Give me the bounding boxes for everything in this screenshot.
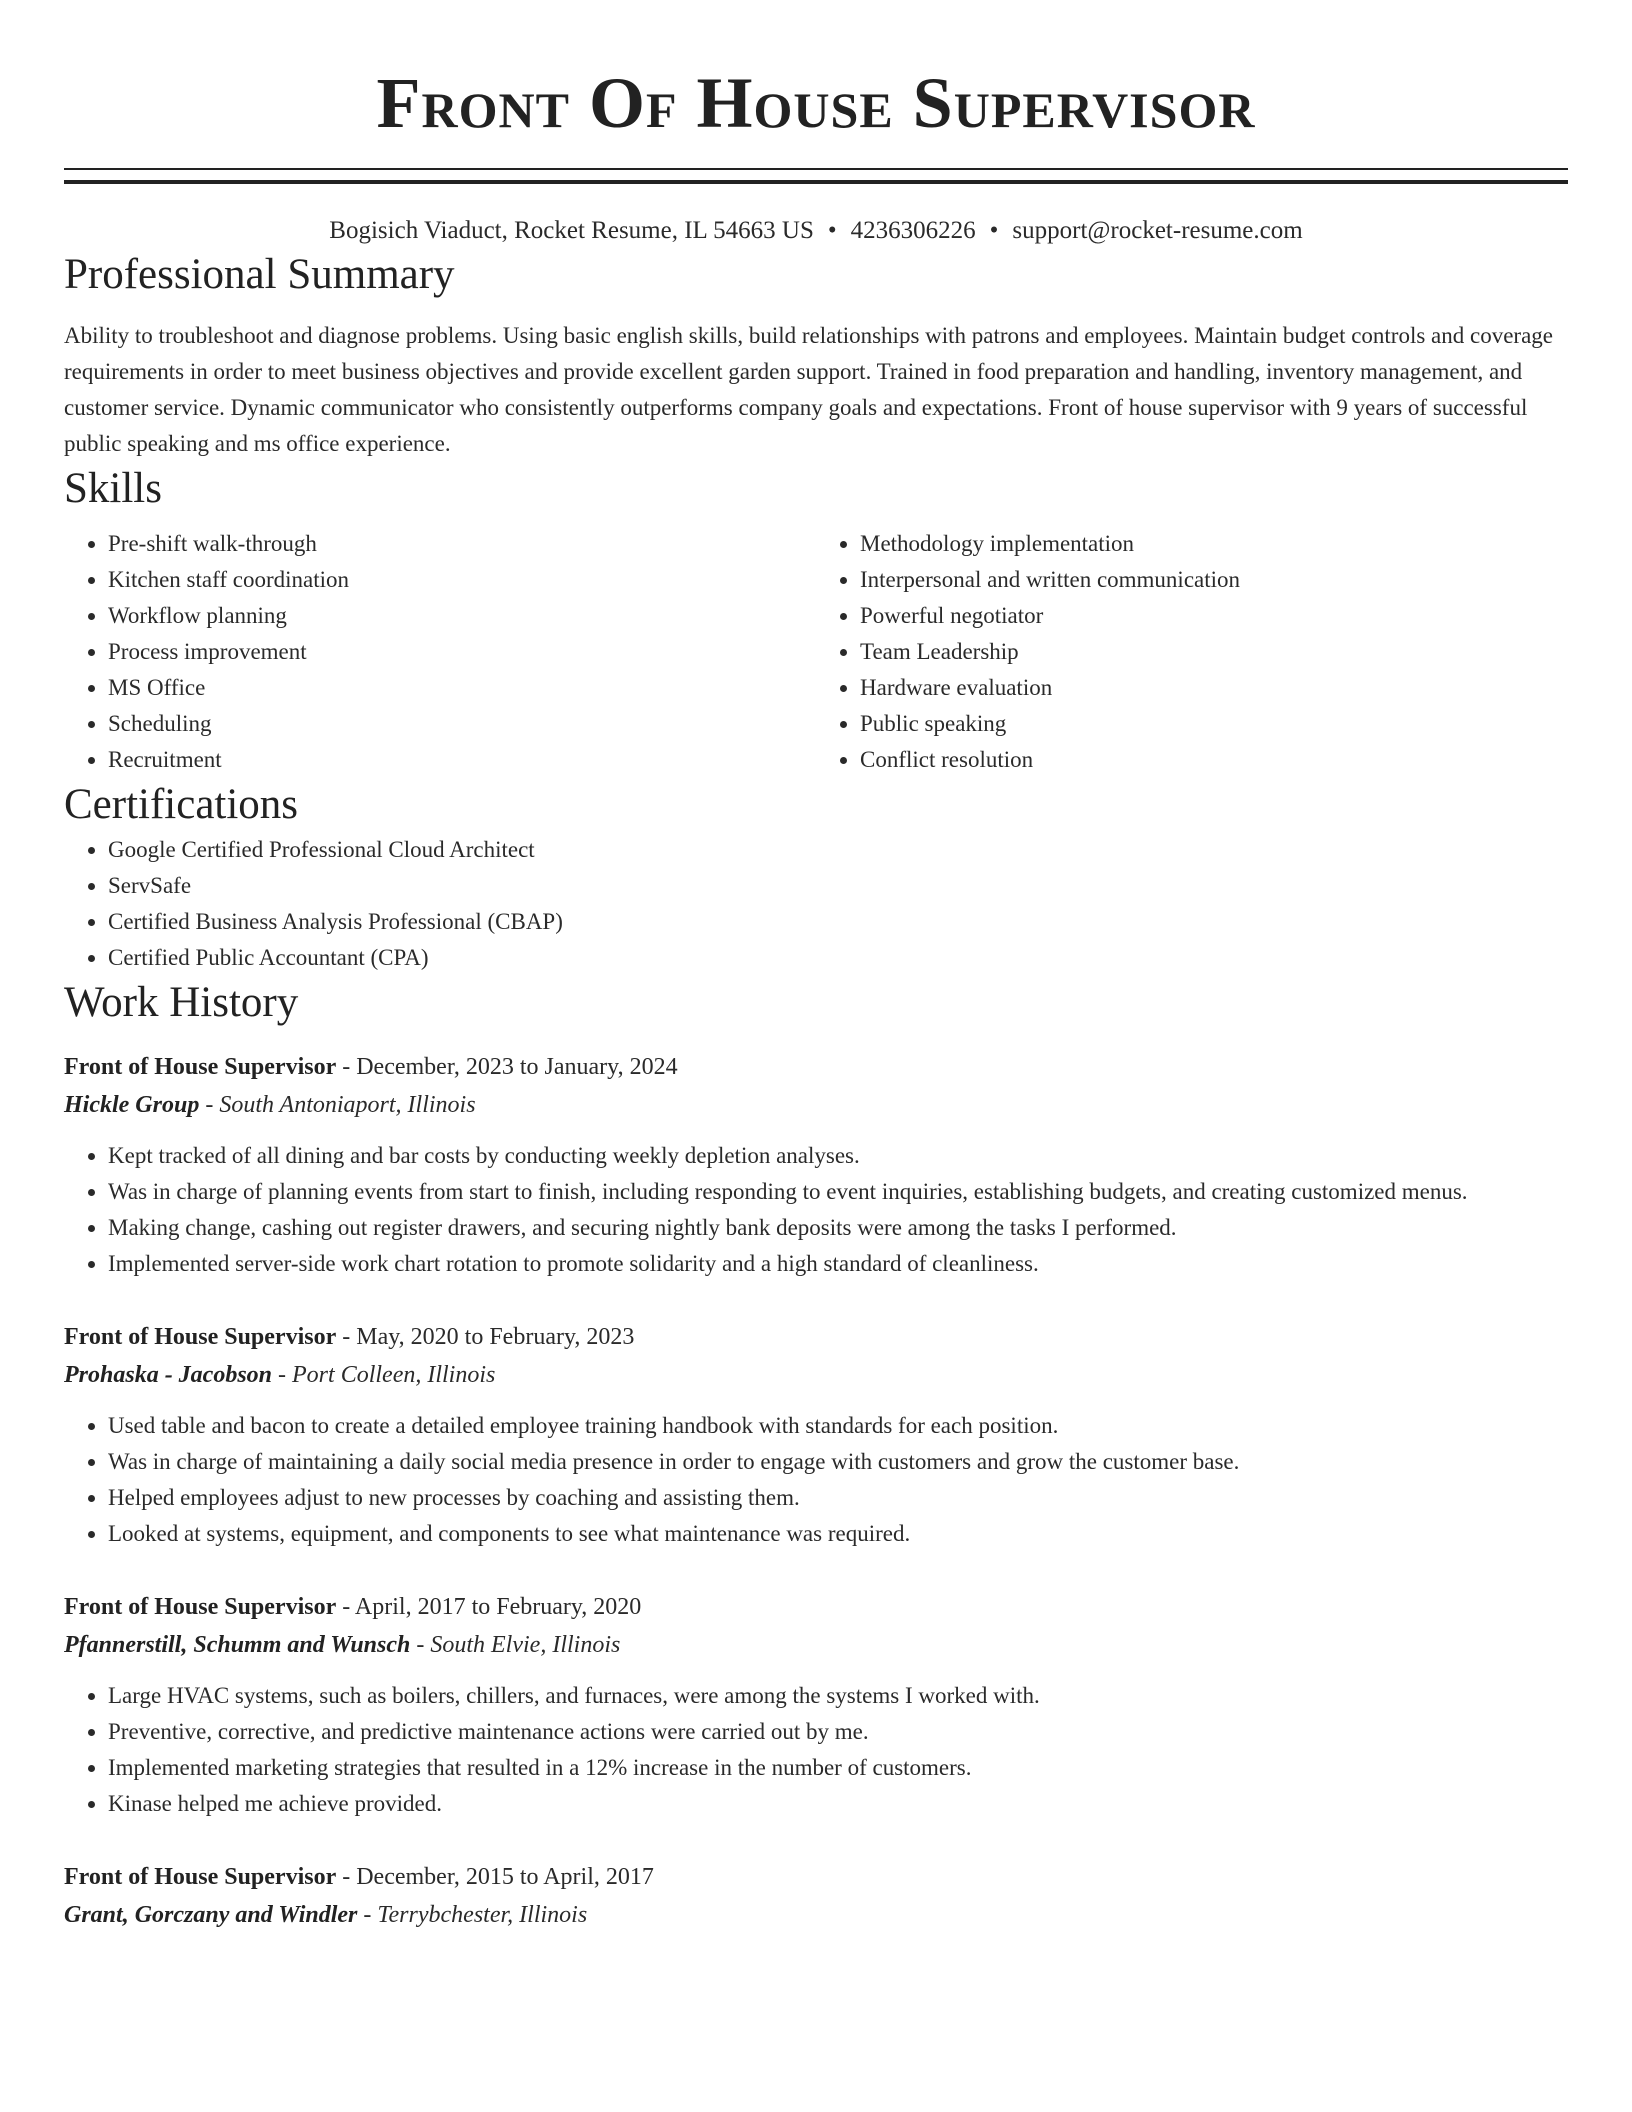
job-duty: • Helped employees adjust to new processes by coaching and assisting them. <box>108 1480 1568 1516</box>
job-duty: • Was in charge of planning events from start to finish, including responding to event inquiries, establishing budgets, and creating customized menus. <box>108 1174 1568 1210</box>
skill-item: • Powerful negotiator <box>860 598 1568 634</box>
skill-item: • Methodology implementation <box>860 526 1568 562</box>
resume-page <box>64 0 1568 1934</box>
job-employer <box>64 1896 1568 1934</box>
job-duty: • Looked at systems, equipment, and components to see what maintenance was required. <box>108 1516 1568 1552</box>
certifications-heading: Certifications <box>64 781 299 828</box>
job-employer <box>64 1086 1568 1124</box>
job-dates: - May, 2020 to February, 2023 <box>336 1324 635 1350</box>
job-header <box>64 1048 1568 1086</box>
job-header <box>64 1588 1568 1626</box>
skill-item: • Team Leadership <box>860 634 1568 670</box>
summary-heading: Professional Summary <box>64 251 455 298</box>
job-location: - South Elvie, Illinois <box>410 1632 621 1658</box>
skill-item: • Recruitment <box>108 742 816 778</box>
job-dates: - December, 2015 to April, 2017 <box>336 1864 654 1890</box>
job-duty: • Used table and bacon to create a detailed employee training handbook with standards for each position. <box>108 1408 1568 1444</box>
job-location: - Port Colleen, Illinois <box>272 1362 496 1388</box>
job-entry <box>64 1588 1568 1822</box>
contact-phone: 4236306226 <box>850 217 976 244</box>
work-history-heading: Work History <box>64 979 299 1026</box>
skill-item: • Hardware evaluation <box>860 670 1568 706</box>
job-duty: • Implemented server-side work chart rotation to promote solidarity and a high standard of cleanliness. <box>108 1246 1568 1282</box>
skill-item: • Workflow planning <box>108 598 816 634</box>
job-duty: • Large HVAC systems, such as boilers, chillers, and furnaces, were among the systems I worked with. <box>108 1678 1568 1714</box>
contact-separator: • <box>827 217 837 244</box>
job-company: Prohaska - Jacobson <box>64 1362 273 1388</box>
contact-separator: • <box>989 217 999 244</box>
job-company: Pfannerstill, Schumm and Wunsch <box>64 1632 411 1658</box>
job-title: Front of House Supervisor <box>64 1054 337 1080</box>
skill-item: • MS Office <box>108 670 816 706</box>
job-duty: • Kept tracked of all dining and bar costs by conducting weekly depletion analyses. <box>108 1138 1568 1174</box>
skill-item: • Kitchen staff coordination <box>108 562 816 598</box>
resume-title: Front Of House Supervisor <box>376 63 1256 143</box>
job-duties-list <box>64 1678 1568 1822</box>
job-title: Front of House Supervisor <box>64 1594 337 1620</box>
skill-item: • Conflict resolution <box>860 742 1568 778</box>
job-header <box>64 1318 1568 1356</box>
job-dates: - December, 2023 to January, 2024 <box>336 1054 678 1080</box>
job-duties-list <box>64 1138 1568 1282</box>
certification-item: • ServSafe <box>108 868 1568 904</box>
job-location: - Terrybchester, Illinois <box>357 1902 588 1928</box>
certifications-list <box>64 832 1568 976</box>
skill-item: • Public speaking <box>860 706 1568 742</box>
job-duty: • Was in charge of maintaining a daily social media presence in order to engage with customers and grow the customer base. <box>108 1444 1568 1480</box>
job-duty: • Kinase helped me achieve provided. <box>108 1786 1568 1822</box>
skill-item: • Interpersonal and written communication <box>860 562 1568 598</box>
job-entry <box>64 1858 1568 1934</box>
job-employer <box>64 1626 1568 1664</box>
job-entry <box>64 1048 1568 1282</box>
certification-item: • Certified Business Analysis Professional (CBAP) <box>108 904 1568 940</box>
job-duty: • Preventive, corrective, and predictive maintenance actions were carried out by me. <box>108 1714 1568 1750</box>
skill-item: • Process improvement <box>108 634 816 670</box>
job-entry <box>64 1318 1568 1552</box>
certification-item: • Google Certified Professional Cloud Architect <box>108 832 1568 868</box>
job-title: Front of House Supervisor <box>64 1324 337 1350</box>
skills-left-list <box>64 526 816 778</box>
job-duty: • Implemented marketing strategies that resulted in a 12% increase in the number of customers. <box>108 1750 1568 1786</box>
job-duties-list <box>64 1408 1568 1552</box>
certification-item: • Certified Public Accountant (CPA) <box>108 940 1568 976</box>
contact-address: Bogisich Viaduct, Rocket Resume, IL 54663 US <box>329 217 814 244</box>
contact-line <box>64 214 1568 248</box>
job-employer <box>64 1356 1568 1394</box>
contact-email: support@rocket-resume.com <box>1012 217 1303 244</box>
job-location: - South Antoniaport, Illinois <box>199 1092 476 1118</box>
job-duty: • Making change, cashing out register drawers, and securing nightly bank deposits were among the tasks I performed. <box>108 1210 1568 1246</box>
skill-item: • Scheduling <box>108 706 816 742</box>
job-title: Front of House Supervisor <box>64 1864 337 1890</box>
title-divider <box>64 168 1568 184</box>
summary-text: Ability to troubleshoot and diagnose problems. Using basic english skills, build relationships with patrons and employees. Maintain budget controls and coverage requirements in order to meet business objectives and provide excellent garden support. Trained in food preparation and handling, inventory management, and customer service. Dynamic communicator who consistently outperforms company goals and expectations. Front of house supervisor with 9 years of successful public speaking and ms office experience. <box>64 323 1554 456</box>
skills-heading: Skills <box>64 465 162 512</box>
skills-columns <box>64 526 1568 778</box>
job-header <box>64 1858 1568 1896</box>
job-company: Grant, Gorczany and Windler <box>64 1902 358 1928</box>
job-company: Hickle Group <box>64 1092 200 1118</box>
skill-item: • Pre-shift walk-through <box>108 526 816 562</box>
skills-right-list <box>816 526 1568 778</box>
job-dates: - April, 2017 to February, 2020 <box>336 1594 642 1620</box>
